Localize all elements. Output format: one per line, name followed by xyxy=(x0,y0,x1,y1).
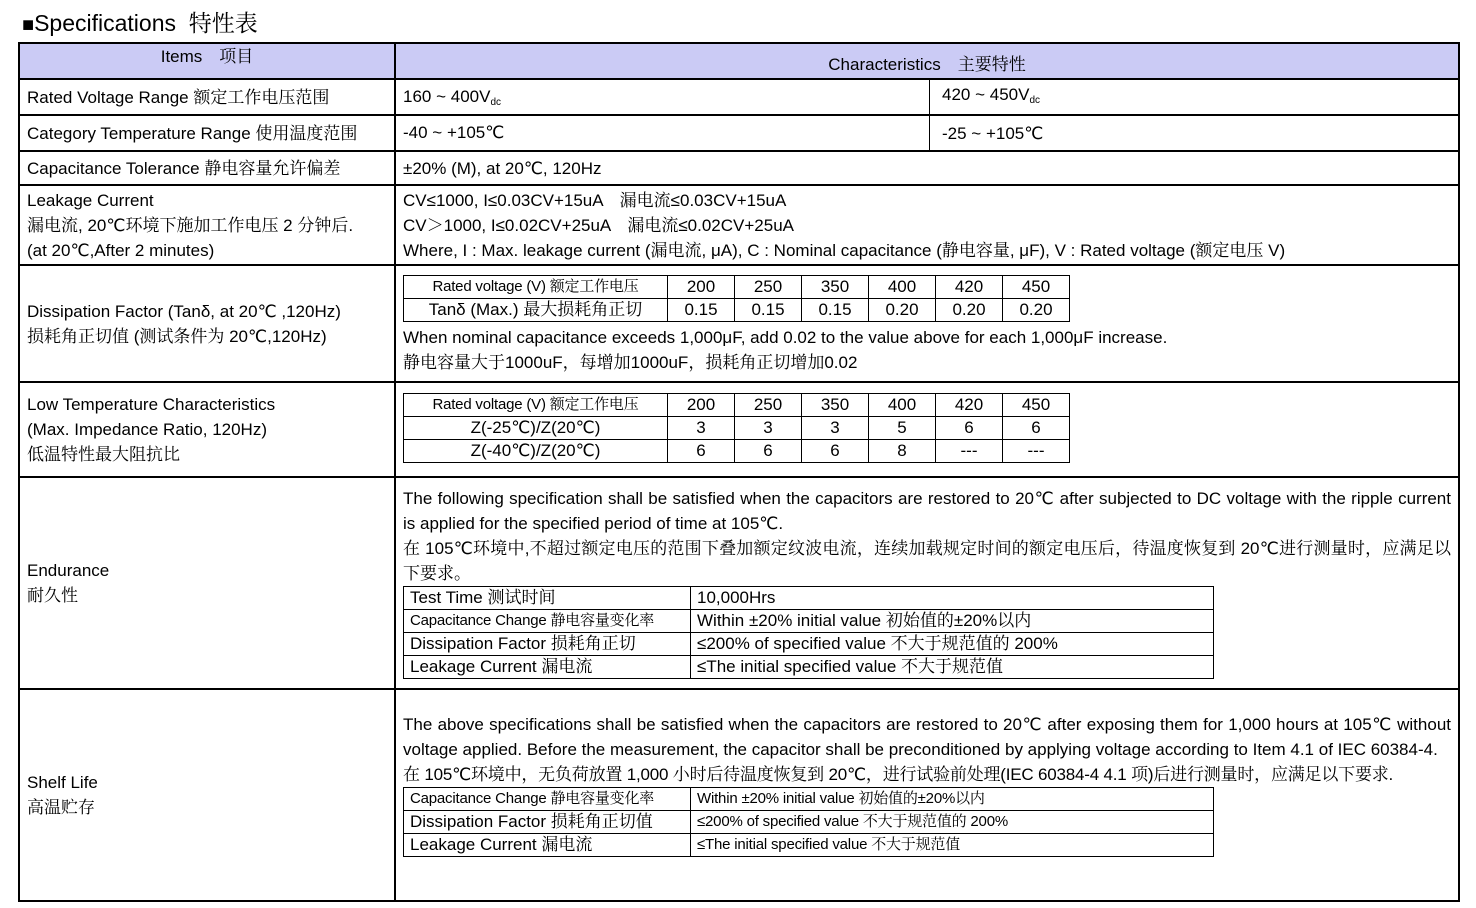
specifications-table xyxy=(18,42,1460,902)
endurance-row xyxy=(19,477,1459,689)
capacitance-tolerance-row xyxy=(19,151,1459,185)
shelf-life-label: Shelf Life 高温贮存 xyxy=(19,689,395,901)
category-temperature-value-2: -25 ~ +105℃ xyxy=(942,123,1044,143)
endurance-text-en: The following specification shall be satisfied when the capacitors are restored to 20℃ after subjected to DC voltage with the ripple current is applied for the specified period of time at 105℃. xyxy=(403,489,1451,533)
leakage-current-value: CV≤1000, I≤0.03CV+15uA 漏电流≤0.03CV+15uA CV＞1000, I≤0.02CV+25uA 漏电流≤0.02CV+25uA Where, I : Max. leakage current (漏电流, μA), C : Nominal capacitance (静电容量, μF), V : Rated voltage (额定电压 V) xyxy=(395,185,1459,265)
dissipation-note-en: When nominal capacitance exceeds 1,000μF, add 0.02 to the value above for each 1,000μF increase. xyxy=(403,328,1168,347)
shelf-life-row xyxy=(19,689,1459,901)
shelf-life-text-cn: 在 105℃环境中，无负荷放置 1,000 小时后待温度恢复到 20℃，进行试验前处理(IEC 60384-4 4.1 项)后进行测量时，应满足以下要求. xyxy=(403,765,1394,784)
rated-voltage-value-1: 160 ~ $400V_{dc}$ xyxy=(396,80,930,114)
page-title xyxy=(22,8,258,40)
shelf-life-value xyxy=(395,689,1459,901)
title-en: Specifications xyxy=(34,10,177,36)
dissipation-factor-value xyxy=(395,265,1459,382)
title-square-icon: ■ xyxy=(22,14,35,36)
capacitance-tolerance-label: Capacitance Tolerance 静电容量允许偏差 xyxy=(19,151,395,185)
leakage-current-row xyxy=(19,185,1459,265)
low-temperature-row xyxy=(19,382,1459,477)
shelf-life-subtable: Capacitance Change 静电容量变化率 Within ±20% initial value 初始值的±20%以内 Dissipation Factor 损耗角正切值 ≤200% of specified value 不大于规范值的 200% Leakage Current 漏电流 ≤The initial specified value 不大于规范值 xyxy=(403,787,1214,857)
endurance-subtable: Test Time 测试时间 10,000Hrs Capacitance Change 静电容量变化率 Within ±20% initial value 初始值的±20%以内 Dissipation Factor 损耗角正切 ≤200% of specified value 不大于规范值的 200% Leakage Current 漏电流 ≤The initial specified value 不大于规范值 xyxy=(403,586,1214,679)
category-temperature-label: Category Temperature Range 使用温度范围 xyxy=(19,115,395,151)
rated-voltage-row xyxy=(19,79,1459,115)
leakage-current-label: Leakage Current 漏电流, 20℃环境下施加工作电压 2 分钟后. (at 20℃,After 2 minutes) xyxy=(19,185,395,265)
header-items: Items 项目 xyxy=(19,43,395,79)
low-temperature-label: Low Temperature Characteristics (Max. Impedance Ratio, 120Hz) 低温特性最大阻抗比 xyxy=(19,382,395,477)
endurance-value xyxy=(395,477,1459,689)
header-characteristics: Characteristics 主要特性 xyxy=(395,43,1459,79)
category-temperature-row xyxy=(19,115,1459,151)
low-temperature-subtable: Rated voltage (V) 额定工作电压 200 250 350 400 420 450 Z(-25℃)/Z(20℃) 3 3 3 5 6 6 Z(-40℃)/Z(20℃) 6 6 6 8 --- --- xyxy=(403,393,1070,463)
category-temperature-value-1: -40 ~ +105℃ xyxy=(396,116,930,150)
endurance-text-cn: 在 105℃环境中,不超过额定电压的范围下叠加额定纹波电流，连续加载规定时间的额定电压后，待温度恢复到 20℃进行测量时，应满足以下要求。 xyxy=(403,539,1451,583)
shelf-life-text-en: The above specifications shall be satisfied when the capacitors are restored to 20℃ after exposing them for 1,000 hours at 105℃ without voltage applied. Before the measurement, the capacitor shall be preconditioned by applying voltage according to Item 4.1 of IEC 60384-4. xyxy=(403,715,1451,759)
rated-voltage-value-2: 420 ~ $450V_{dc}$ xyxy=(942,84,1041,106)
dissipation-factor-label: Dissipation Factor (Tanδ, at 20℃ ,120Hz) 损耗角正切值 (测试条件为 20℃,120Hz) xyxy=(19,265,395,382)
dissipation-factor-row xyxy=(19,265,1459,382)
header-row xyxy=(19,43,1459,79)
title-cn: 特性表 xyxy=(188,10,258,36)
dissipation-note-cn: 静电容量大于1000uF，每增加1000uF，损耗角正切增加0.02 xyxy=(403,353,858,372)
dissipation-factor-subtable: Rated voltage (V) 额定工作电压 200 250 350 400 420 450 Tanδ (Max.) 最大损耗角正切 0.15 0.15 0.15 0.20 0.20 0.20 xyxy=(403,275,1070,322)
rated-voltage-label: Rated Voltage Range 额定工作电压范围 xyxy=(19,79,395,115)
endurance-label: Endurance 耐久性 xyxy=(19,477,395,689)
low-temperature-value xyxy=(395,382,1459,477)
capacitance-tolerance-value: ±20% (M), at 20℃, 120Hz xyxy=(395,151,1459,185)
